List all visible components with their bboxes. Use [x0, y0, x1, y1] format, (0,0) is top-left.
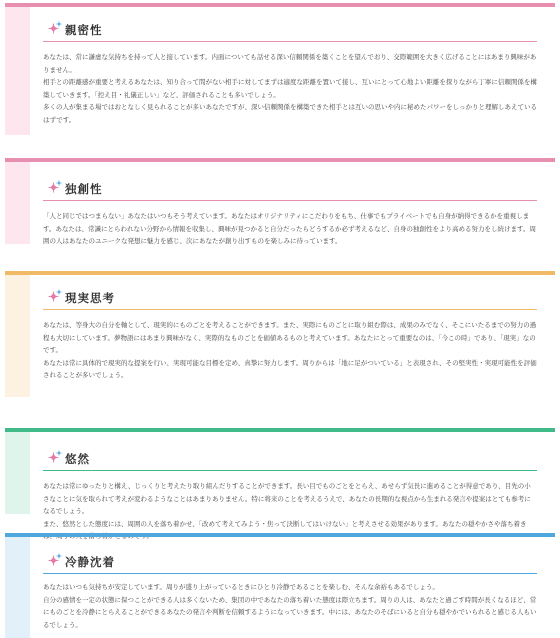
card-title: 悠然: [65, 452, 90, 466]
trait-card-calmness: [5, 533, 555, 638]
card-side-band: [5, 275, 30, 397]
card-header: [43, 291, 537, 310]
sparkle-icon: [48, 21, 62, 35]
trait-card-originality: [5, 158, 555, 244]
trait-card-intimacy: [5, 3, 555, 135]
card-side-band: [5, 432, 30, 514]
card-body: [43, 319, 537, 382]
card-paragraph: あなたは常に具体的で現実的な提案を行い、実現可能な目標を定め、真摯に努力します。周りからは「地に足がついている」と表現され、その堅実性・実現可能性を評価されることが多いでしょう。: [43, 358, 537, 380]
sparkle-icon: [48, 450, 62, 464]
card-paragraph: あなたは、等身大の自分を軸として、現実的にものごとを考えることができます。また、実際にものごとに取り組む際は、成果のみでなく、そこにいたるまでの努力の過程も大切にしています。夢物語にはあまり興味がなく、実際的なものごとを価値あるものと考えています。あなたにとって重要なのは、「今この時」であり、「現実」なのです。: [43, 321, 537, 355]
card-paragraph: 多くの人が集まる場ではおとなしく見られることが多いあなたですが、深い信頼関係を構築できた相手とは互いの思いや内に秘めたパワーをしっかりと理解しあえているはずです。: [43, 103, 537, 124]
card-header: [43, 555, 537, 574]
card-side-band: [5, 537, 30, 638]
card-body: [43, 581, 537, 631]
card-header: [43, 23, 537, 42]
card-paragraph: また、悠然とした態度には、周囲の人を落ち着かせ、「改めて考えてみよう・焦って決断してはいけない」と考えさせる効果があります。あなたの穏やかさや落ち着きは、周りの人を落ち着かせるのです。: [43, 519, 527, 541]
card-paragraph: 自分の感情を一定の状態に保つことができる人は多くないため、集団の中であなたの落ち着いた態度は際立ちます。周りの人は、あなたと過ごす時間が長くなるほど、常にものごとを冷静にとらえることができるあなたの発言や判断を信頼するようになっていきます。中には、あなたのそばにいると自分も穏やかでいられると感じる人もいるでしょう。: [43, 595, 537, 629]
sparkle-icon: [48, 289, 62, 303]
trait-card-realism: [5, 271, 555, 397]
card-title: 冷静沈着: [65, 555, 115, 569]
card-header: [43, 182, 537, 201]
card-header: [43, 452, 537, 471]
card-paragraph: あなたは常にゆったりと構え、じっくりと考えたり取り組んだりすることができます。長い目でものごとをとらえ、あせらず気長に進めることが得意であり、目先の小さなことに気を取られて考えが変わるようなことはあまりありません。特に将来のことを考えるうえで、あなたの長期的な視点から生まれる発言や提案はとても参考になるでしょう。: [43, 482, 531, 516]
sparkle-icon: [48, 553, 62, 567]
card-paragraph: 「人と同じではつまらない」あなたはいつもそう考えています。あなたはオリジナリティにこだわりをもち、仕事でもプライベートでも自身が納得できるかを重視します。あなたは、常識にとらわれない分野から情報を収集し、興味が見つかると自分だったらどうするか必ず考えるなど、自身の独創性をより高める努力をし続けます。周囲の人はあなたのユニークな発想に魅力を感じ、次にあなたが創り出すものを楽しみに待っています。: [43, 212, 536, 246]
card-side-band: [5, 162, 30, 244]
card-paragraph: あなたは、常に謙虚な気持ちを持って人と接しています。内面についても話せる深い信頼関係を築くことを望んでおり、交際範囲を大きく広げることにはあまり興味がありません。: [43, 53, 537, 74]
card-body: [43, 210, 537, 248]
card-paragraph: あなたはいつも気持ちが安定しています。周りが盛り上がっているときにひとり冷静であることを楽しむ、そんな余裕もあるでしょう。: [43, 583, 439, 591]
card-title: 親密性: [65, 23, 103, 37]
card-side-band: [5, 7, 30, 135]
card-title: 現実思考: [65, 291, 115, 305]
card-title: 独創性: [65, 182, 103, 196]
sparkle-icon: [48, 180, 62, 194]
card-body: [43, 51, 537, 127]
card-paragraph: 相手との距離感が重要と考えるあなたは、知り合って間がない相手に対してまずは適度な距離を置いて接し、互いにとって心地よい距離を探りながら丁寧に信頼関係を構築していきます。「控え目・礼儀正しい」など、評価されることも多いでしょう。: [43, 78, 537, 99]
trait-card-composure: [5, 428, 555, 541]
